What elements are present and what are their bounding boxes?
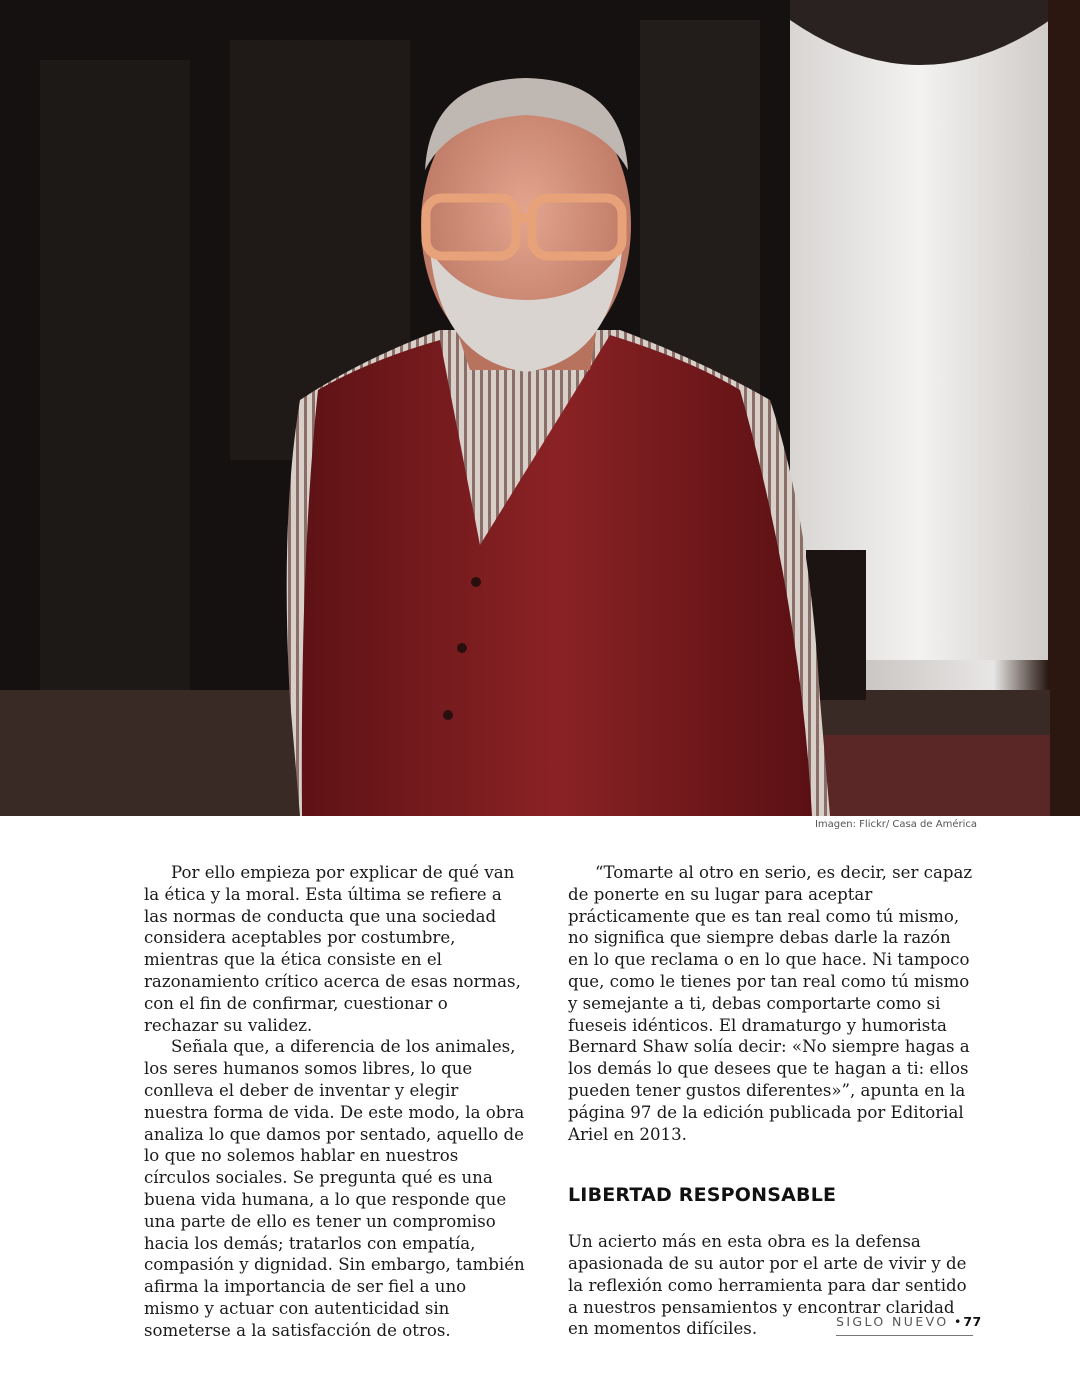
right-column: [568, 862, 976, 1340]
left-column: [144, 862, 526, 1342]
section-heading: LIBERTAD RESPONSABLE: [568, 1184, 837, 1207]
vest-button: [457, 643, 467, 653]
vest-button: [471, 577, 481, 587]
page-footer: [836, 1314, 982, 1336]
vest-button: [443, 710, 453, 720]
quote-paragraph: “Tomarte al otro en serio, es decir, ser capaz de ponerte en su lugar para aceptar prácticamente que es tan real como tú mismo, no significa que siempre debas darle la razón en lo que reclama o en lo que hace. Ni tampoco que, como le tienes por tan real como tú mismo y semejante a ti, debas comportarte como si fueseis idénticos. El dramaturgo y humorista Bernard Shaw solía decir: «No siempre hagas a los demás lo que desees que te hagan a ti: ellos pueden tener gustos diferentes»”, apunta en la página 97 de la edición publicada por Editorial Ariel en 2013.: [568, 863, 973, 1144]
body-paragraph: Por ello empieza por explicar de qué van la ética y la moral. Esta última se refiere a las normas de conducta que una sociedad considera aceptables por costumbre, mientras que la ética consiste en el razonamiento crítico acerca de esas normas, con el fin de confirmar, cuestionar o rechazar su validez.: [144, 863, 521, 1035]
photo-credit: Imagen: Flickr/ Casa de América: [814, 819, 977, 830]
closing-paragraph: Un acierto más en esta obra es la defensa apasionada de su autor por el arte de vivir y de la reflexión como herramienta para dar sentido a nuestros pensamientos y encontrar claridad en momentos difíciles.: [568, 1232, 967, 1339]
magazine-name: SIGLO NUEVO: [836, 1314, 949, 1329]
body-paragraph: Señala que, a diferencia de los animales, los seres humanos somos libres, lo que conlleva el deber de inventar y elegir nuestra forma de vida. De este modo, la obra analiza lo que damos por sentado, aquello de lo que no solemos hablar en nuestros círculos sociales. Se pregunta qué es una buena vida humana, a lo que responde que una parte de ello es tener un compromiso hacia los demás; tratarlos con empatía, compasión y dignidad. Sin embargo, también afirma la importancia de ser fiel a uno mismo y actuar con autenticidad sin someterse a la satisfacción de otros.: [144, 1037, 525, 1340]
wall-panel: [40, 60, 190, 760]
footer-separator: •: [953, 1314, 962, 1329]
page-number: 77: [963, 1314, 982, 1329]
